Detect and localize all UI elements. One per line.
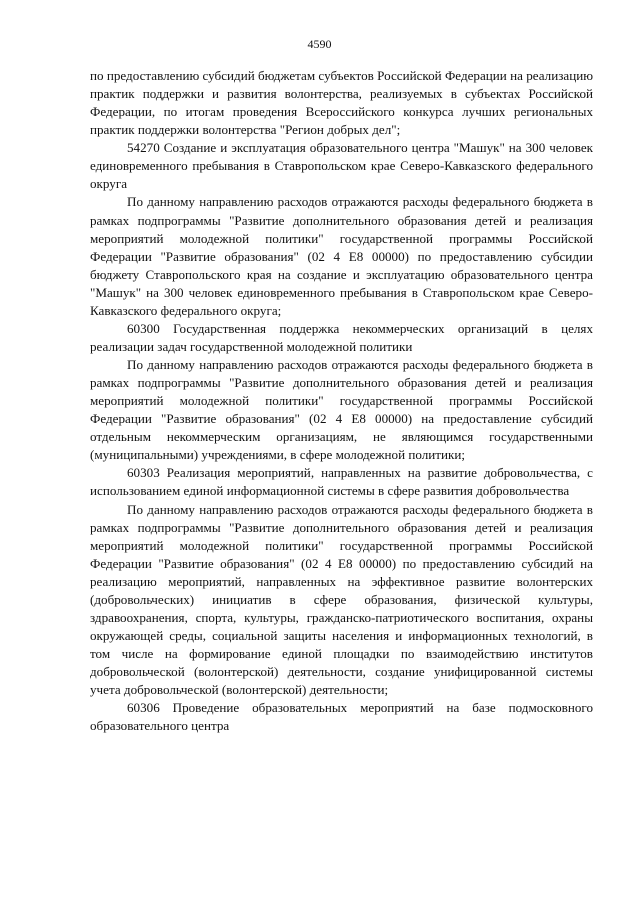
page-number: 4590 xyxy=(307,37,332,51)
paragraph-heading-60303: 60303 Реализация мероприятий, направленных на развитие добровольчества, с использованием единой информационной системы в сфере развития добровольчества xyxy=(90,465,593,499)
paragraph-description-60303: По данному направлению расходов отражаются расходы федерального бюджета в рамках подпрограммы "Развитие дополнительного образования детей и реализация мероприятий молодежной политики" государственной программы Российской Федерации "Развитие образования" (02 4 E8 00000) по предоставлению субсидий на реализацию мероприятий, направленных на эффективное развитие волонтерских (добровольческих) инициатив в сфере образования, физической культуры, здравоохранения, спорта, культуры, гражданско-патриотического воспитания, охраны окружающей среды, социальной защиты населения и информационных технологий, в том числе на формирование единой площадки по взаимодействию институтов добровольческой (волонтерской) деятельности, создание унифицированной системы учета добровольческой (волонтерской) деятельности; xyxy=(90,501,593,698)
paragraph-description-60300: По данному направлению расходов отражаются расходы федерального бюджета в рамках подпрограммы "Развитие дополнительного образования детей и реализация мероприятий молодежной политики" государственной программы Российской Федерации "Развитие образования" (02 4 E8 00000) на предоставление субсидий отдельным некоммерческим организациям, не являющимся государственными (муниципальными) учреждениями, в сфере молодежной политики; xyxy=(90,357,593,463)
document-body xyxy=(90,67,593,735)
paragraph-heading-60300: 60300 Государственная поддержка некоммерческих организаций в целях реализации задач государственной молодежной политики xyxy=(90,320,593,354)
paragraph-heading-60306: 60306 Проведение образовательных мероприятий на базе подмосковного образовательного центра xyxy=(90,700,593,734)
paragraph-description-54270: По данному направлению расходов отражаются расходы федерального бюджета в рамках подпрограммы "Развитие дополнительного образования детей и реализация мероприятий молодежной политики" государственной программы Российской Федерации "Развитие образования" (02 4 E8 00000) по предоставлению субсидии бюджету Ставропольского края на создание и эксплуатацию образовательного центра "Машук" на 300 человек единовременного пребывания в Ставропольском крае Северо-Кавказского федерального округа; xyxy=(90,194,593,318)
paragraph-continuation: по предоставлению субсидий бюджетам субъектов Российской Федерации на реализацию практик поддержки и развития волонтерства, реализуемых в субъектах Российской Федерации, по итогам проведения Всероссийского конкурса лучших региональных практик поддержки волонтерства "Регион добрых дел"; xyxy=(90,68,593,138)
paragraph-heading-54270: 54270 Создание и эксплуатация образовательного центра "Машук" на 300 человек единовременного пребывания в Ставропольском крае Северо-Кавказского федерального округа xyxy=(90,140,593,192)
